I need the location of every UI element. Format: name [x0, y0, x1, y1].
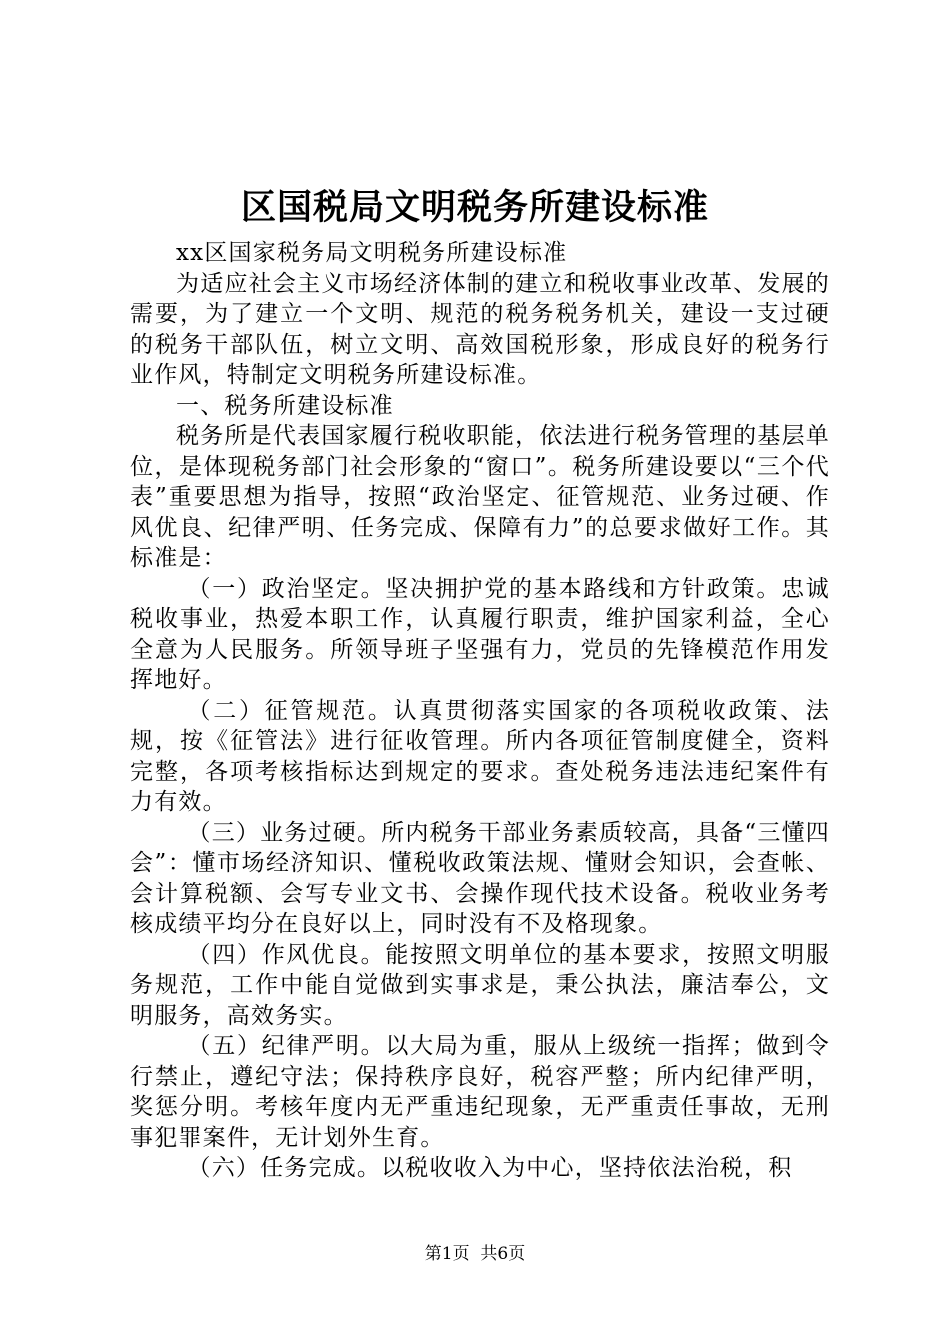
paragraph-item-1: （一）政治坚定。坚决拥护党的基本路线和方针政策。忠诚税收事业，热爱本职工作，认真履行职责，维护国家利益，全心全意为人民服务。所领导班子坚强有力，党员的先锋模范作用发挥地好。 — [130, 575, 830, 693]
paragraph-item-5: （五）纪律严明。以大局为重，服从上级统一指挥；做到令行禁止，遵纪守法；保持秩序良好，税容严整；所内纪律严明，奖惩分明。考核年度内无严重违纪现象，无严重责任事故，无刑事犯罪案件，无计划外生育。 — [130, 1033, 830, 1151]
paragraph-item-2: （二）征管规范。认真贯彻落实国家的各项税收政策、法规，按《征管法》进行征收管理。所内各项征管制度健全，资料完整，各项考核指标达到规定的要求。查处税务违法违纪案件有力有效。 — [130, 697, 830, 815]
section-heading: 一、税务所建设标准 — [176, 392, 394, 419]
paragraph-item-3: （三）业务过硬。所内税务干部业务素质较高，具备“三懂四会”：懂市场经济知识、懂税收政策法规、懂财会知识，会查帐、会计算税额、会写专业文书、会操作现代技术设备。税收业务考核成绩平均分在良好以上，同时没有不及格现象。 — [130, 819, 830, 937]
paragraph-item-4: （四）作风优良。能按照文明单位的基本要求，按照文明服务规范，工作中能自觉做到实事求是，秉公执法，廉洁奉公，文明服务，高效务实。 — [130, 941, 830, 1029]
page-number-footer: 第1页 共6页 — [424, 1244, 526, 1264]
paragraph-overview: 税务所是代表国家履行税收职能，依法进行税务管理的基层单位，是体现税务部门社会形象的“窗口”。税务所建设要以“三个代表”重要思想为指导，按照“政治坚定、征管规范、业务过硬、作风优良、纪律严明、任务完成、保障有力”的总要求做好工作。其标准是： — [130, 423, 830, 571]
document-title: 区国税局文明税务所建设标准 — [240, 187, 709, 228]
paragraph-item-6: （六）任务完成。以税收收入为中心，坚持依法治税，积 — [187, 1155, 793, 1181]
document-body — [130, 238, 830, 1184]
paragraph-intro: 为适应社会主义市场经济体制的建立和税收事业改革、发展的需要，为了建立一个文明、规范的税务税务机关，建设一支过硬的税务干部队伍，树立文明、高效国税形象，形成良好的税务行业作风，特制定文明税务所建设标准。 — [130, 270, 830, 388]
paragraph-subtitle: xx区国家税务局文明税务所建设标准 — [176, 240, 568, 266]
